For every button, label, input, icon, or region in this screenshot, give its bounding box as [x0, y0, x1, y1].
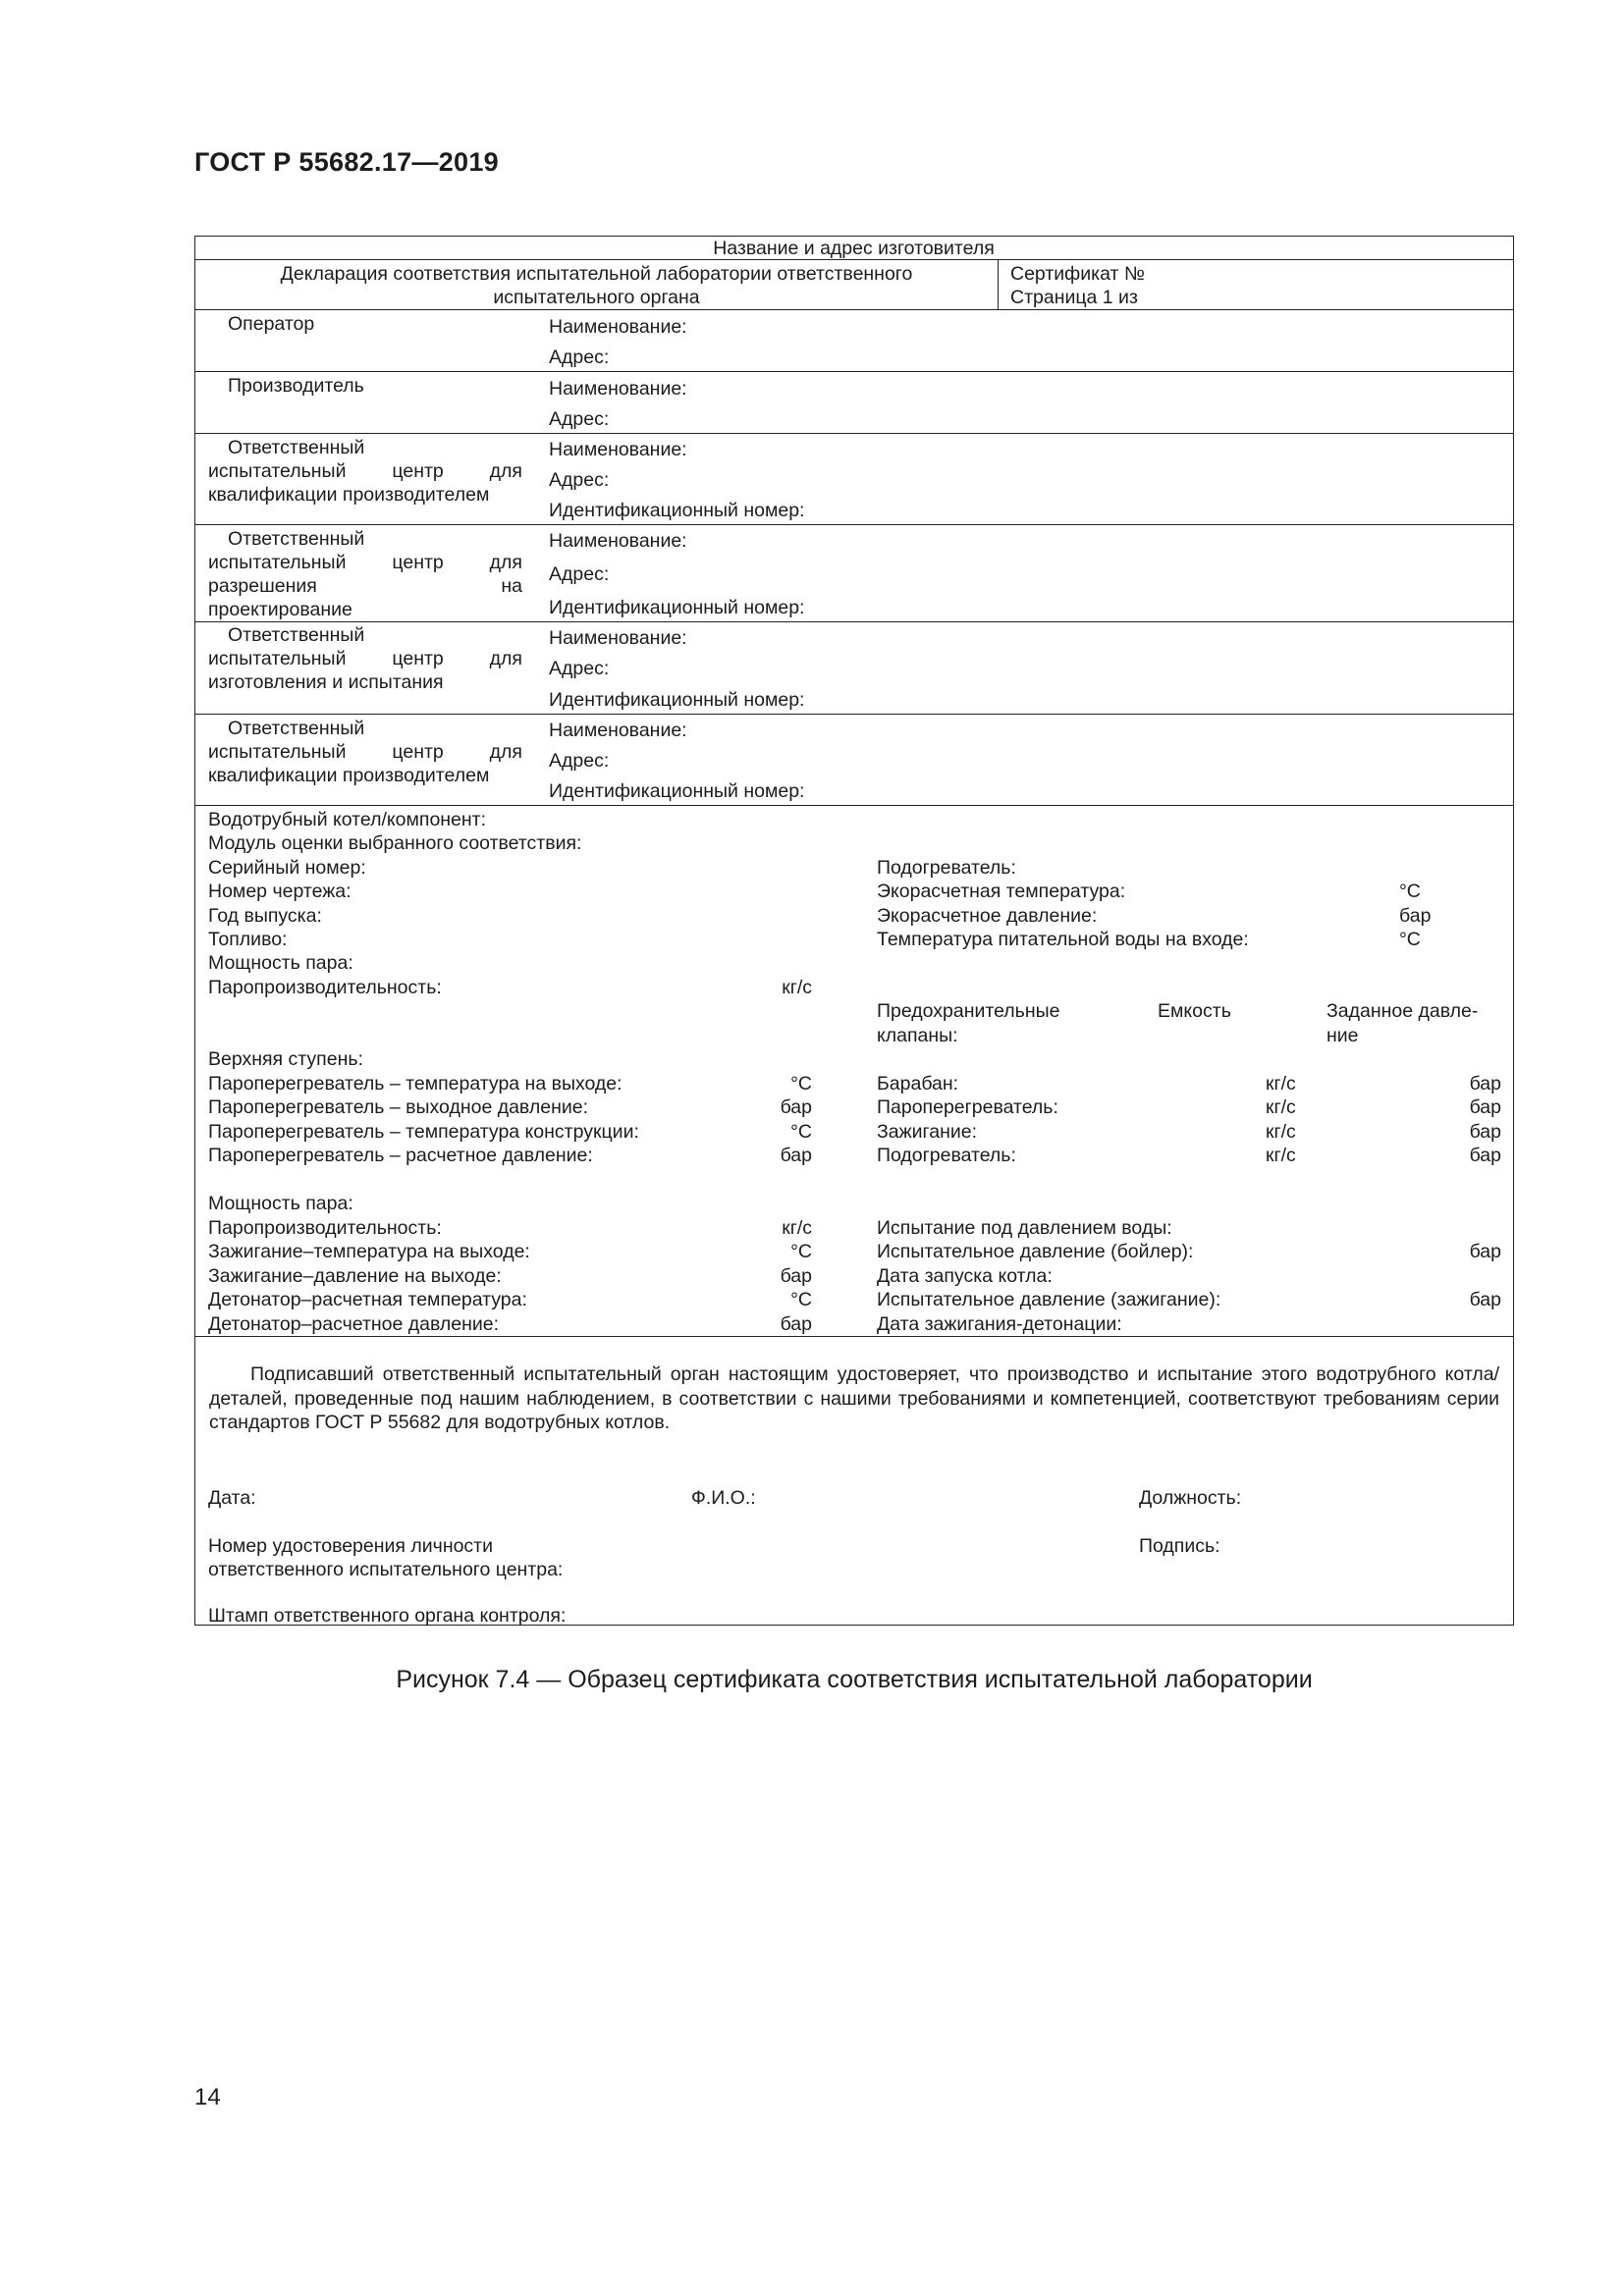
unit-label: бар: [1399, 905, 1432, 927]
divider: [195, 371, 1513, 372]
center-mfg-line3: изготовления и испытания: [208, 671, 444, 693]
heater2-label: Подогреватель:: [877, 1145, 1016, 1166]
center-qual-name-field: Наименование:: [549, 439, 687, 460]
unit-label: бар: [1469, 1289, 1501, 1310]
eco-press-label: Экорасчетное давление:: [877, 905, 1098, 927]
center-qual-line1: Ответственный: [228, 437, 365, 458]
position-label: Должность:: [1139, 1487, 1242, 1509]
center-design-address-field: Адрес:: [549, 563, 610, 585]
test-press-boiler-label: Испытательное давление (бойлер):: [877, 1241, 1194, 1262]
center-design-line4: проектирование: [208, 599, 352, 620]
sh-press-out-label: Пароперегреватель – выходное давление:: [208, 1096, 588, 1118]
center-mfg-name-field: Наименование:: [549, 627, 687, 649]
signature-label: Подпись:: [1139, 1535, 1220, 1557]
det-temp-label: Детонатор–расчетная температура:: [208, 1289, 527, 1310]
drum-label: Барабан:: [877, 1073, 959, 1095]
producer-name-field: Наименование:: [549, 378, 687, 400]
test-press-ignition-label: Испытательное давление (зажигание):: [877, 1289, 1221, 1310]
unit-label: бар: [1469, 1121, 1501, 1143]
declaration-line1: Декларация соответствия испытательной лаборатории ответственного: [280, 263, 913, 285]
sh-temp-out-label: Пароперегреватель – температура на выходе:: [208, 1073, 623, 1095]
figure-caption: Рисунок 7.4 — Образец сертификата соответствия испытательной лаборатории: [396, 1666, 1313, 1693]
unit-label: бар: [780, 1145, 812, 1166]
module-label: Модуль оценки выбранного соответствия:: [208, 832, 582, 854]
ignition-label: Зажигание:: [877, 1121, 978, 1143]
unit-label: бар: [1469, 1073, 1501, 1095]
unit-label: °С: [790, 1073, 812, 1095]
drawing-number-label: Номер чертежа:: [208, 881, 352, 902]
unit-label: бар: [1469, 1145, 1501, 1166]
unit-label: кг/с: [782, 977, 812, 998]
steam-capacity2-label: Паропроизводительность:: [208, 1217, 442, 1239]
unit-label: °С: [790, 1289, 812, 1310]
center-qual2-line3: квалификации производителем: [208, 765, 490, 786]
ign-temp-out-label: Зажигание–температура на выходе:: [208, 1241, 530, 1262]
divider: [195, 714, 1513, 715]
unit-label: кг/с: [1266, 1145, 1296, 1166]
unit-label: °С: [1399, 881, 1421, 902]
center-design-line3: разрешения на: [208, 575, 522, 597]
center-qual2-line1: Ответственный: [228, 718, 365, 739]
certificate-number-label: Сертификат №: [1010, 263, 1145, 285]
fuel-label: Топливо:: [208, 929, 288, 950]
det-press-label: Детонатор–расчетное давление:: [208, 1313, 500, 1335]
center-qual-line3: квалификации производителем: [208, 484, 490, 506]
center-design-name-field: Наименование:: [549, 530, 687, 552]
center-qual-line2: испытательный центр для: [208, 460, 522, 482]
center-qual2-id-field: Идентификационный номер:: [549, 780, 805, 802]
center-design-line1: Ответственный: [228, 528, 365, 550]
center-mfg-line2: испытательный центр для: [208, 648, 522, 669]
center-design-id-field: Идентификационный номер:: [549, 597, 805, 618]
safety-valves-line1: Предохранительные: [877, 1000, 1060, 1022]
center-mfg-id-field: Идентификационный номер:: [549, 689, 805, 711]
superheater-label: Пароперегреватель:: [877, 1096, 1058, 1118]
page-number: 14: [194, 2084, 221, 2110]
unit-label: бар: [1469, 1241, 1501, 1262]
boiler-component-label: Водотрубный котел/компонент:: [208, 809, 487, 830]
divider: [195, 433, 1513, 434]
heater-label: Подогреватель:: [877, 857, 1016, 879]
unit-label: кг/с: [1266, 1121, 1296, 1143]
date-label: Дата:: [208, 1487, 256, 1509]
unit-label: бар: [780, 1096, 812, 1118]
divider: [998, 259, 999, 309]
unit-label: °С: [790, 1121, 812, 1143]
unit-label: бар: [780, 1313, 812, 1335]
center-qual2-address-field: Адрес:: [549, 750, 610, 772]
sh-press-design-label: Пароперегреватель – расчетное давление:: [208, 1145, 593, 1166]
unit-label: кг/с: [1266, 1073, 1296, 1095]
unit-label: °С: [790, 1241, 812, 1262]
center-qual2-line2: испытательный центр для: [208, 741, 522, 763]
divider: [195, 621, 1513, 622]
steam-capacity-label: Паропроизводительность:: [208, 977, 442, 998]
divider: [195, 1336, 1513, 1337]
unit-label: бар: [1469, 1096, 1501, 1118]
divider: [195, 309, 1513, 310]
producer-address-field: Адрес:: [549, 408, 610, 430]
certificate-form: [194, 236, 1514, 1626]
operator-name-field: Наименование:: [549, 316, 687, 338]
producer-label: Производитель: [228, 375, 364, 397]
page-count-label: Страница 1 из: [1010, 287, 1138, 308]
fio-label: Ф.И.О.:: [691, 1487, 756, 1509]
center-qual-address-field: Адрес:: [549, 469, 610, 491]
serial-number-label: Серийный номер:: [208, 857, 366, 879]
boiler-start-date-label: Дата запуска котла:: [877, 1265, 1053, 1287]
hydro-test-label: Испытание под давлением воды:: [877, 1217, 1172, 1239]
set-pressure-line1: Заданное давле-: [1326, 1000, 1479, 1022]
center-qual-id-field: Идентификационный номер:: [549, 500, 805, 521]
set-pressure-line2: ние: [1326, 1025, 1359, 1046]
center-mfg-address-field: Адрес:: [549, 658, 610, 679]
divider: [195, 805, 1513, 806]
document-header: ГОСТ Р 55682.17—2019: [194, 147, 499, 177]
center-design-line2: испытательный центр для: [208, 552, 522, 573]
eco-temp-label: Экорасчетная температура:: [877, 881, 1126, 902]
ignition-date-label: Дата зажигания-детонации:: [877, 1313, 1122, 1335]
unit-label: бар: [780, 1265, 812, 1287]
id-certificate-line1: Номер удостоверения личности: [208, 1535, 494, 1557]
unit-label: °С: [1399, 929, 1421, 950]
year-label: Год выпуска:: [208, 905, 322, 927]
manufacturer-label: Название и адрес изготовителя: [713, 238, 995, 259]
declaration-line2: испытательного органа: [493, 287, 700, 308]
unit-label: кг/с: [782, 1217, 812, 1239]
center-qual2-name-field: Наименование:: [549, 720, 687, 741]
sh-temp-design-label: Пароперегреватель – температура конструкции:: [208, 1121, 639, 1143]
unit-label: кг/с: [1266, 1096, 1296, 1118]
id-certificate-line2: ответственного испытательного центра:: [208, 1559, 564, 1580]
safety-valves-line2: клапаны:: [877, 1025, 958, 1046]
stamp-label: Штамп ответственного органа контроля:: [208, 1605, 567, 1627]
capacity-column-header: Емкость: [1158, 1000, 1231, 1022]
operator-label: Оператор: [228, 313, 315, 335]
operator-address-field: Адрес:: [549, 347, 610, 368]
upper-stage-label: Верхняя ступень:: [208, 1048, 363, 1070]
attestation-paragraph: Подписавший ответственный испытательный орган настоящим удостоверяет, что производство и испытание этого водотрубного котла/деталей, проведенные под нашим наблюдением, в соответствии с нашими требованиями и компетенцией, соответствуют требованиям серии стандартов ГОСТ Р 55682 для водотрубных котлов.: [209, 1363, 1499, 1433]
steam-power2-label: Мощность пара:: [208, 1193, 353, 1214]
ign-press-out-label: Зажигание–давление на выходе:: [208, 1265, 502, 1287]
center-mfg-line1: Ответственный: [228, 624, 365, 646]
steam-power-label: Мощность пара:: [208, 952, 353, 974]
feedwater-temp-label: Температура питательной воды на входе:: [877, 929, 1249, 950]
divider: [195, 524, 1513, 525]
